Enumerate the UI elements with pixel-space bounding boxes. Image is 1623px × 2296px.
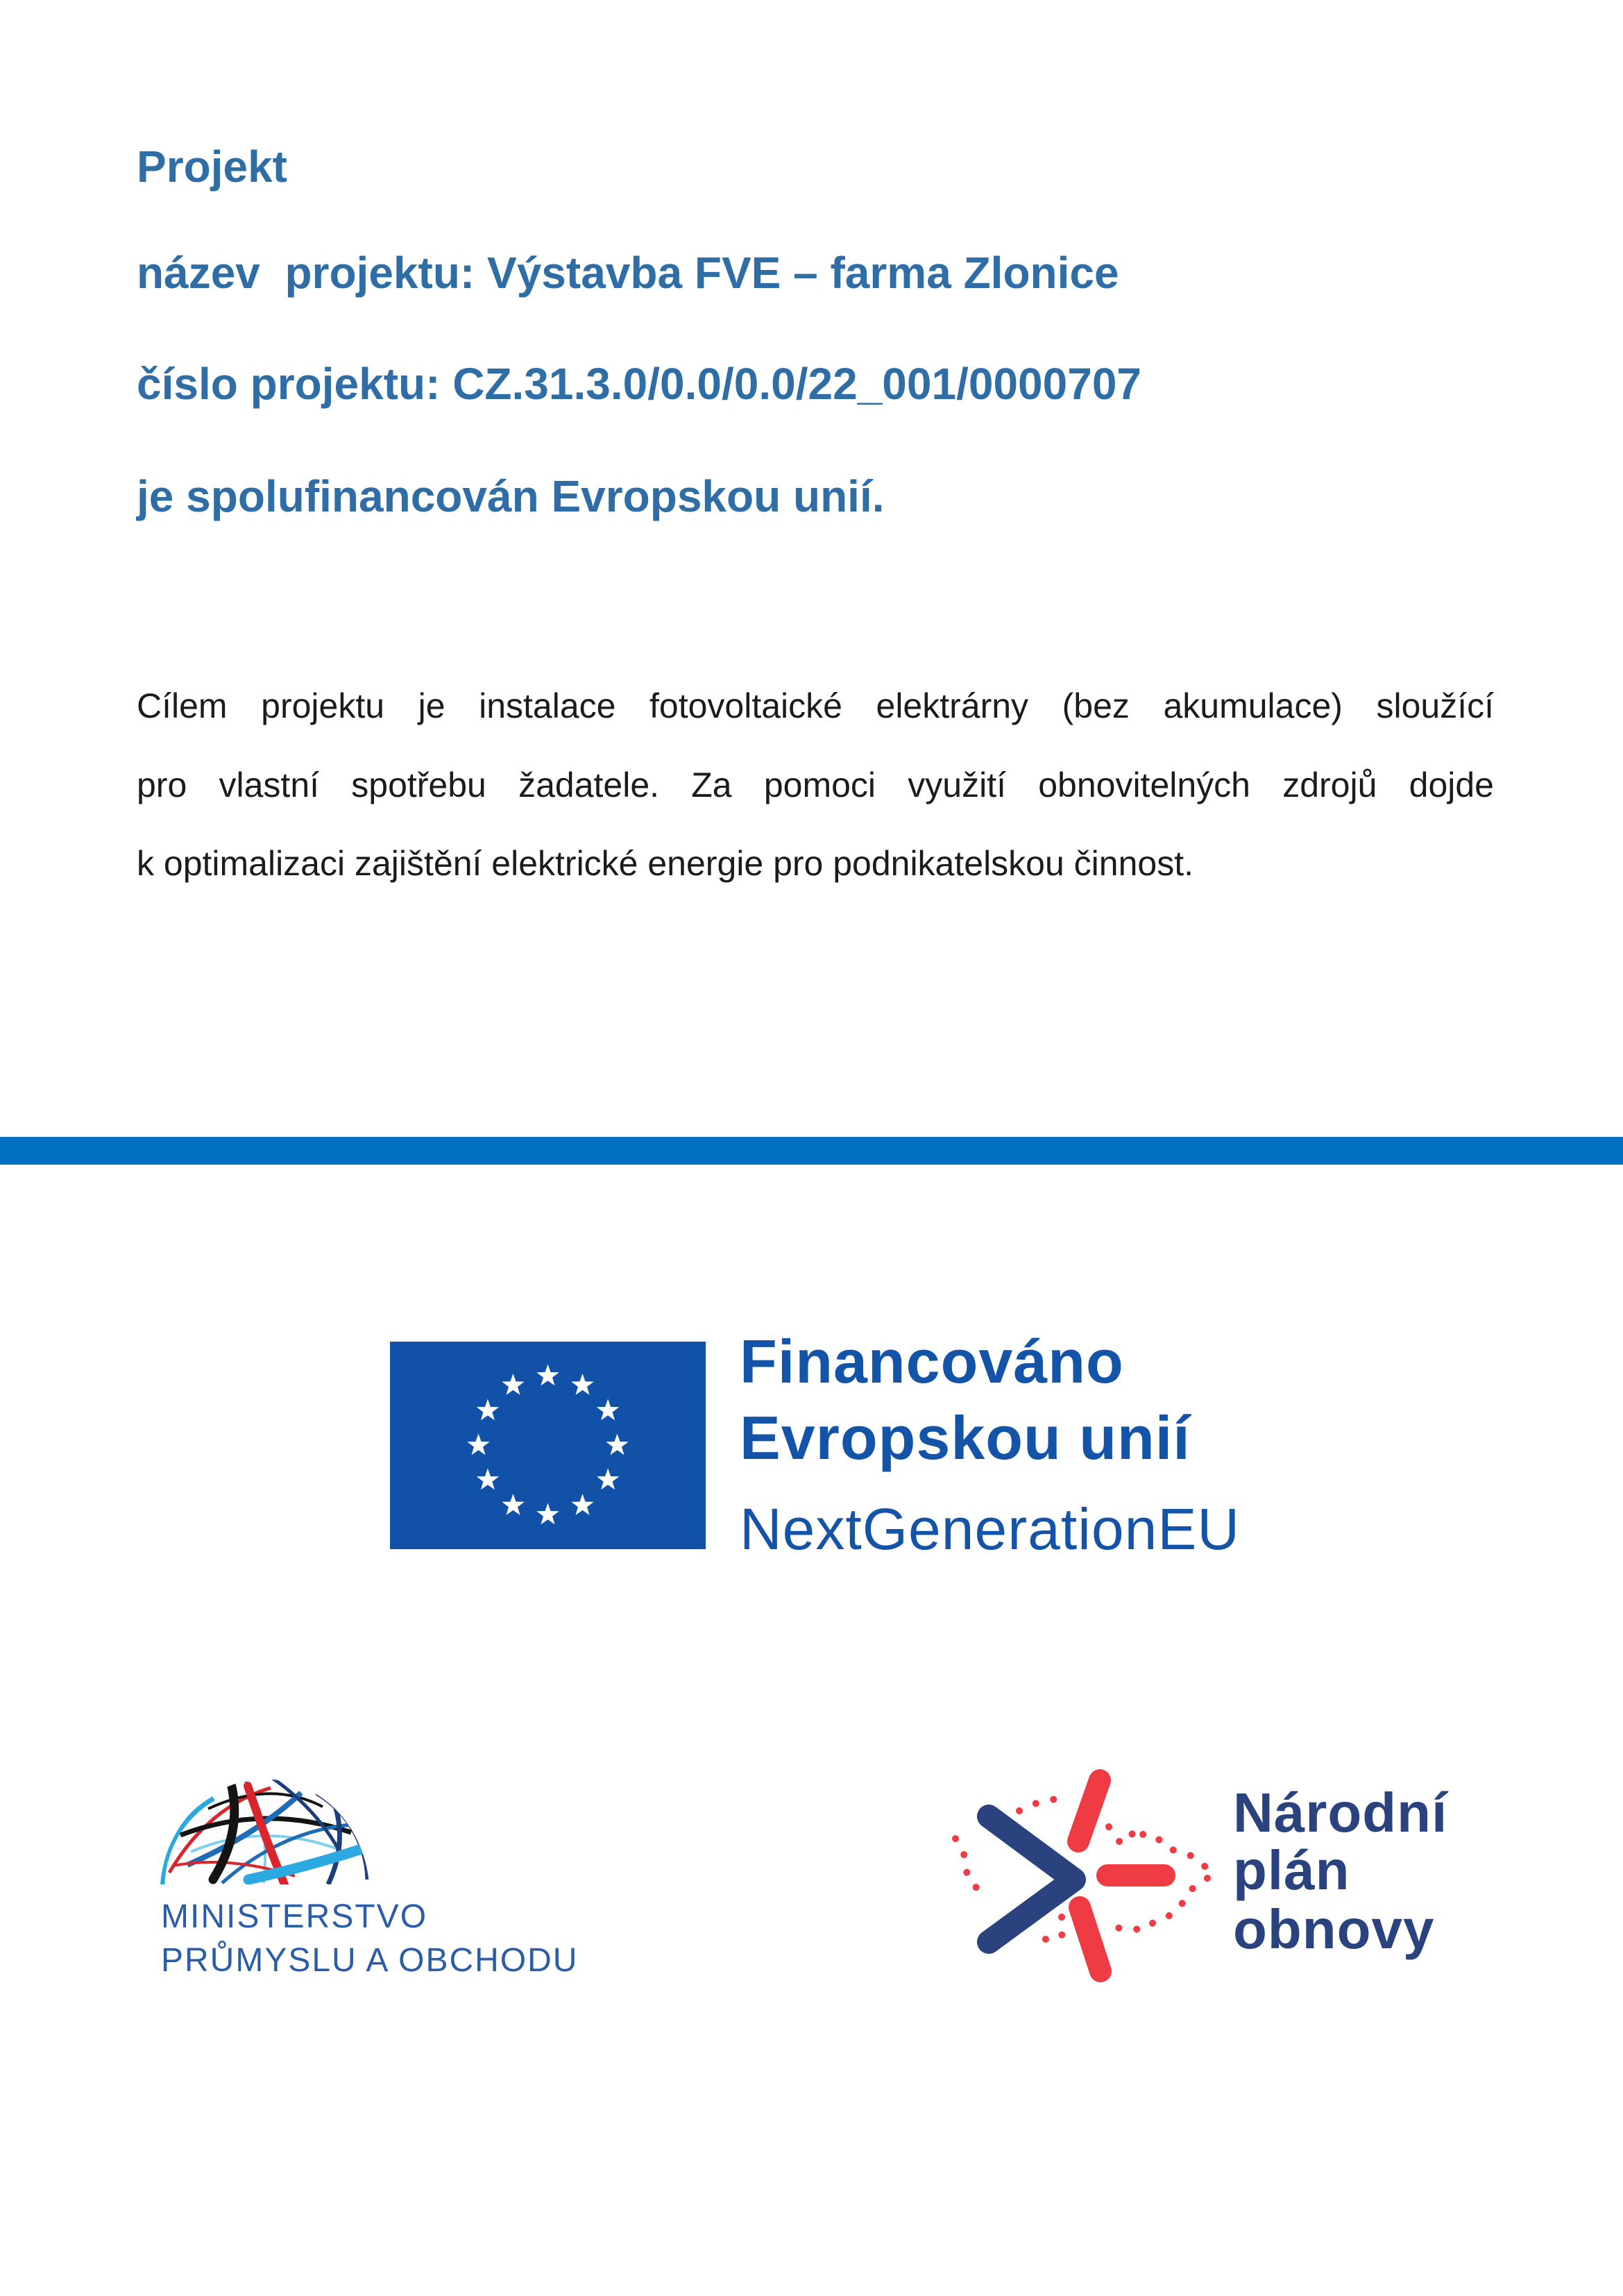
ministry-name-line-1: MINISTERSTVO	[161, 1898, 428, 1935]
ministry-name-line-2: PRŮMYSLU A OBCHODU	[161, 1942, 579, 1979]
project-name-line: název projektu: Výstavba FVE – farma Zlonice	[137, 248, 1119, 298]
paragraph-line-2: pro vlastní spotřebu žadatele. Za pomoci využití obnovitelných zdrojů dojde	[137, 766, 1494, 804]
eu-emblem-line-2: Evropskou unií	[740, 1403, 1191, 1472]
eu-emblem-line-1: Financováno	[740, 1327, 1124, 1396]
npo-name-line-1: Národní	[1233, 1782, 1448, 1843]
ministry-globe-icon	[160, 1769, 370, 1884]
npo-arrow-icon	[944, 1756, 1228, 1992]
eu-flag-icon	[390, 1342, 706, 1549]
npo-name-line-2: plán	[1233, 1839, 1350, 1901]
cofinancing-line: je spolufinancován Evropskou unií.	[137, 471, 885, 521]
npo-name-line-3: obnovy	[1233, 1898, 1435, 1960]
eu-emblem-line-3: NextGenerationEU	[740, 1496, 1241, 1562]
project-number-line: číslo projektu: CZ.31.3.0/0.0/0.0/22_001/0000707	[137, 359, 1141, 409]
page-title: Projekt	[137, 142, 287, 192]
divider-bar	[0, 1137, 1623, 1165]
paragraph-line-1: Cílem projektu je instalace fotovoltaické elektrárny (bez akumulace) sloužící	[137, 686, 1494, 725]
paragraph-line-3: k optimalizaci zajištění elektrické energie pro podnikatelskou činnost.	[137, 844, 1193, 883]
